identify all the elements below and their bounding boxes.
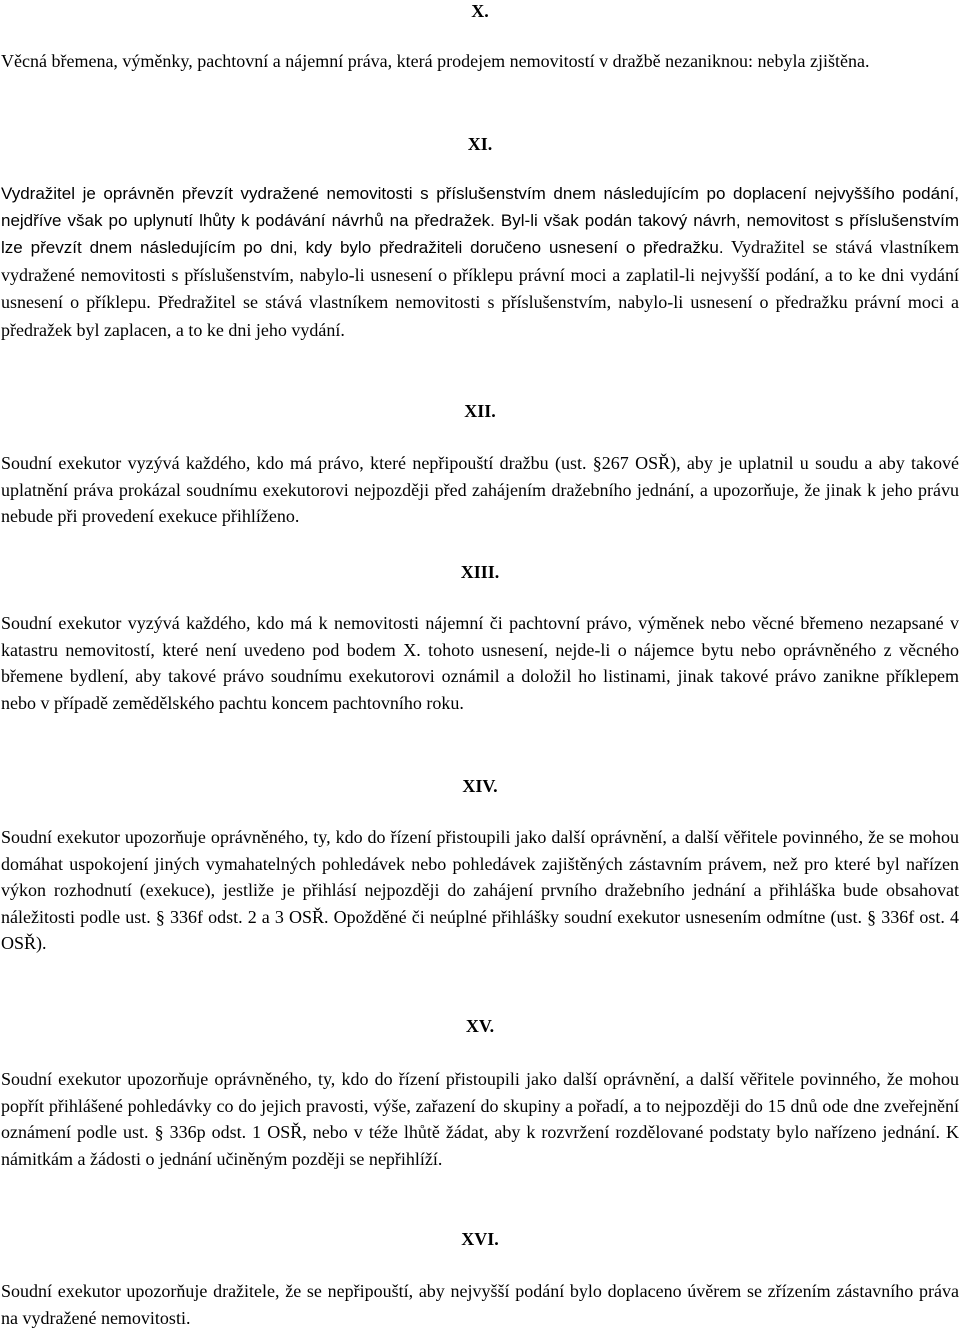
section-text-xv: Soudní exekutor upozorňuje oprávněného, ty, kdo do řízení přistoupili jako další oprávnění, a další věřitele povinného, že mohou popřít přihlášené pohledávky co do jejich pravosti, výše, zařazení do skupiny a pořadí, a to nejpozději do 15 dnů ode dne zveřejnění oznámení podle ust. § 336p odst. 1 OSŘ, nebo v téže lhůtě žádat, aby k rozvržení rozdělované podstaty bylo nařízeno jednání. K námitkám a žádosti o jednání učiněným později se nepřihlíží. xyxy=(1,1069,959,1169)
section-text-xvi: Soudní exekutor upozorňuje dražitele, že se nepřipouští, aby nejvyšší podání bylo doplaceno úvěrem se zřízením zástavního práva na vydražené nemovitosti. xyxy=(1,1281,959,1328)
section-heading-xi: XI. xyxy=(467,134,493,154)
section-heading-xii: XII. xyxy=(464,401,496,421)
section-text-xi-part2: Vydražitel se stává vlastníkem vydražené nemovitosti s příslušenstvím, nabylo-li usnesení o příklepu právní moci a zaplatil-li nejvyšší podání, a to ke dni vydání usnesení o příklepu. Předražitel se stává vlastníkem nemovitosti s příslušenstvím, nabylo-li usnesení o předražku právní moci a předražek byl zaplacen, a to ke dni jeho vydání. xyxy=(1,237,959,340)
section-heading-x: X. xyxy=(471,1,489,21)
section-text-xi-part1: Vydražitel je oprávněn převzít vydražené nemovitosti s příslušenstvím dnem následujícím po doplacení nejvyššího podání, nejdříve však po uplynutí lhůty k podávání návrhů na předražek. Byl-li však podán takový návrh, nemovitost s příslušenstvím lze převzít dnem následujícím po dni, kdy bylo předražiteli doručeno usnesení o předražku. xyxy=(1,184,959,258)
section-text-xi xyxy=(1,181,959,345)
section-text-xiv: Soudní exekutor upozorňuje oprávněného, ty, kdo do řízení přistoupili jako další oprávnění, a další věřitele povinného, že se mohou domáhat uspokojení jiných vymahatelných pohledávek nebo pohledávek zajištěných zástavním právem, než pro které byl nařízen výkon rozhodnutí (exekuce), jestliže je přihlásí nejpozději do zahájení prvního dražebního jednání a přihláška bude obsahovat náležitosti podle ust. § 336f odst. 2 a 3 OSŘ. Opožděné či neúplné přihlášky soudní exekutor usnesením odmítne (ust. § 336f ost. 4 OSŘ). xyxy=(1,827,959,954)
section-heading-xvi: XVI. xyxy=(461,1229,499,1249)
section-heading-xiv: XIV. xyxy=(462,776,498,796)
section-text-xiii: Soudní exekutor vyzývá každého, kdo má k nemovitosti nájemní či pachtovní právo, výměnek nebo věcné břemeno nezapsané v katastru nemovitostí, které není uvedeno pod bodem X. tohoto usnesení, nejde-li o nájemce bytu nebo oprávněného z věcného břemene bydlení, aby takové právo soudnímu exekutorovi oznámil a doložil ho listinami, jinak takové právo zanikne příklepem nebo v případě zemědělského pachtu koncem pachtovního roku. xyxy=(1,613,959,713)
section-heading-xv: XV. xyxy=(465,1016,495,1036)
section-heading-xiii: XIII. xyxy=(460,562,500,582)
section-text-x: Věcná břemena, výměnky, pachtovní a nájemní práva, která prodejem nemovitostí v dražbě nezaniknou: nebyla zjištěna. xyxy=(1,51,870,71)
section-text-xii: Soudní exekutor vyzývá každého, kdo má právo, které nepřipouští dražbu (ust. §267 OSŘ), aby je uplatnil u soudu a aby takové uplatnění práva prokázal soudnímu exekutorovi nejpozději před zahájením dražebního jednání, a upozorňuje, že jinak k jeho právu nebude při provedení exekuce přihlíženo. xyxy=(1,453,959,527)
